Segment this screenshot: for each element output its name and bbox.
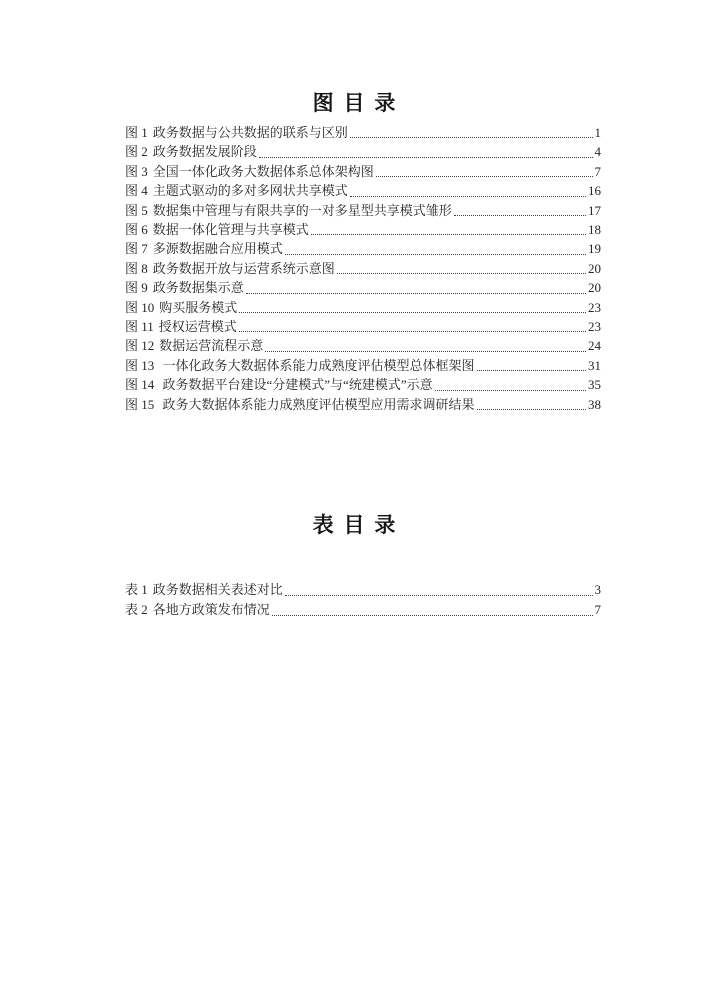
page-number: 20 [588, 260, 601, 276]
entry-label: 图 11 [125, 319, 154, 335]
entry-label: 图 7 [125, 241, 148, 257]
entry-label: 图 10 [125, 299, 155, 315]
entry-title: 政务数据集示意 [152, 280, 244, 296]
figures-toc-title: 图 目 录 [312, 92, 398, 115]
entry-title: 授权运营模式 [158, 319, 237, 335]
entry-title: 数据运营流程示意 [159, 338, 264, 354]
entry-label: 图 5 [125, 202, 148, 218]
dot-leader [376, 176, 593, 177]
entry-title: 政务大数据体系能力成熟度评估模型应用需求调研结果 [159, 396, 475, 412]
entry-label: 图 1 [125, 125, 148, 140]
toc-entry [125, 317, 601, 336]
toc-entry [125, 259, 601, 278]
entry-title: 政务数据发展阶段 [152, 144, 257, 160]
page-number: 35 [588, 377, 601, 393]
page-number: 18 [588, 222, 601, 238]
page-number: 20 [588, 280, 601, 296]
toc-entry [125, 356, 601, 375]
page-number: 19 [588, 241, 601, 257]
page-number: 17 [588, 202, 601, 218]
page-number: 38 [588, 396, 601, 412]
dot-leader [265, 351, 586, 352]
dot-leader [311, 234, 586, 235]
page-number: 16 [588, 183, 601, 199]
dot-leader [239, 331, 586, 332]
toc-entry [125, 278, 601, 297]
page-number: 7 [594, 163, 601, 179]
entry-label: 图 13 [125, 357, 155, 373]
toc-entry [125, 220, 601, 239]
dot-leader [337, 273, 586, 274]
toc-entry [125, 239, 601, 258]
entry-title: 多源数据融合应用模式 [152, 241, 283, 257]
entry-label: 图 6 [125, 222, 148, 238]
page-number: 7 [594, 602, 601, 618]
toc-entry [125, 336, 601, 355]
page-number: 24 [588, 338, 601, 354]
entry-title: 数据一体化管理与共享模式 [152, 222, 309, 238]
entry-label: 图 12 [125, 338, 155, 354]
page-number: 1 [594, 125, 601, 140]
entry-label: 图 9 [125, 280, 148, 296]
figures-toc-list [125, 123, 601, 414]
dot-leader [246, 293, 586, 294]
tables-toc-title: 表 目 录 [312, 514, 398, 538]
dot-leader [285, 254, 586, 255]
entry-title: 主题式驱动的多对多网状共享模式 [152, 183, 348, 199]
toc-entry [125, 600, 601, 620]
entry-title: 数据集中管理与有限共享的一对多星型共享模式雏形 [152, 202, 452, 218]
tables-toc-list [125, 580, 601, 620]
entry-title: 购买服务模式 [159, 299, 238, 315]
entry-label: 图 3 [125, 163, 148, 179]
toc-entry [125, 580, 601, 600]
toc-entry [125, 181, 601, 200]
entry-title: 全国一体化政务大数据体系总体架构图 [152, 163, 374, 179]
entry-title: 政务数据与公共数据的联系与区别 [152, 125, 348, 140]
page-number: 3 [594, 582, 601, 598]
dot-leader [272, 615, 593, 616]
entry-title: 一体化政务大数据体系能力成熟度评估模型总体框架图 [159, 357, 475, 373]
entry-label: 表 1 [125, 582, 148, 598]
entry-label: 图 14 [125, 377, 155, 393]
page-number: 4 [594, 144, 601, 160]
entry-label: 图 2 [125, 144, 148, 160]
entry-title: 政务数据相关表述对比 [152, 582, 283, 598]
toc-entry [125, 123, 601, 142]
entry-title: 各地方政策发布情况 [152, 602, 270, 618]
page-number: 23 [588, 299, 601, 315]
dot-leader [435, 390, 586, 391]
entry-label: 图 15 [125, 396, 155, 412]
dot-leader [239, 312, 586, 313]
page-number: 31 [588, 357, 601, 373]
dot-leader [454, 215, 586, 216]
toc-entry [125, 375, 601, 394]
entry-label: 表 2 [125, 602, 148, 618]
entry-label: 图 8 [125, 260, 148, 276]
toc-entry [125, 142, 601, 161]
dot-leader [285, 595, 593, 596]
dot-leader [477, 370, 586, 371]
toc-entry [125, 298, 601, 317]
toc-entry [125, 201, 601, 220]
entry-title: 政务数据开放与运营系统示意图 [152, 260, 335, 276]
entry-label: 图 4 [125, 183, 148, 199]
toc-entry [125, 162, 601, 181]
toc-entry [125, 395, 601, 414]
dot-leader [477, 409, 586, 410]
dot-leader [350, 137, 593, 138]
page-number: 23 [588, 319, 601, 335]
entry-title: 政务数据平台建设“分建模式”与“统建模式”示意 [159, 377, 433, 393]
dot-leader [259, 157, 593, 158]
dot-leader [350, 196, 586, 197]
